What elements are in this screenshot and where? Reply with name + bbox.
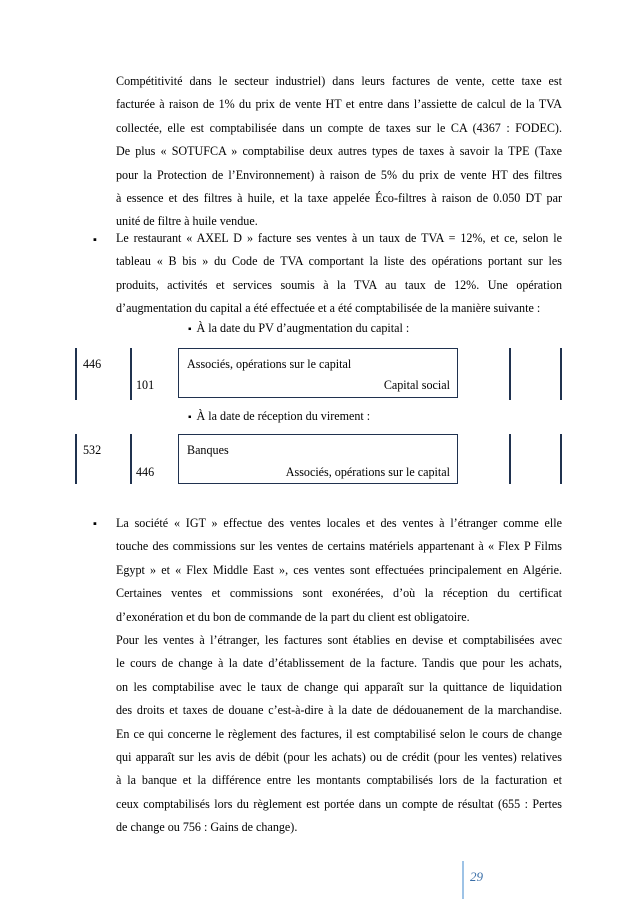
text-line: à essence et des filtres à huile, et la taxe appelée Éco-filtres à raison de 0.050 DT par: [116, 191, 562, 206]
text-line: de change ou 756 : Gains de change).: [116, 820, 298, 835]
debit-account-number: 446: [83, 357, 102, 371]
journal-rule: [130, 434, 132, 484]
text-line: La société « IGT » effectue des ventes locales et des ventes à l’étranger comme elle: [116, 516, 562, 530]
entry-subtitle: [188, 409, 370, 424]
text-line: Pour les ventes à l’étranger, les factures sont établies en devise et comptabilisées avec: [116, 633, 562, 648]
debit-account-label: Banques: [187, 443, 229, 457]
text-line: En ce qui concerne le règlement des factures, il est comptabilisé selon le cours de change: [116, 726, 562, 741]
text-line: facturée à raison de 1% du prix de vente HT et entre dans l’assiette de calcul de la TVA: [116, 97, 562, 112]
journal-rule: [560, 348, 562, 400]
journal-rule: [509, 348, 511, 400]
journal-rule: [509, 434, 511, 484]
text-line: Compétitivité dans le secteur industriel) dans leurs factures de vente, cette taxe est: [116, 74, 562, 88]
text-line: qui apparaît sur les avis de débit (pour les achats) ou de crédit (pour les ventes) relatives: [116, 750, 562, 765]
square-bullet-icon: ▪: [93, 234, 97, 246]
journal-rule: [75, 348, 77, 400]
credit-account-label: Associés, opérations sur le capital: [285, 465, 450, 479]
paragraph-axel: [116, 227, 562, 321]
text-line: unité de filtre à huile vendue.: [116, 214, 258, 229]
text-line: d’exonération et du bon de commande de la part du client est obligatoire.: [116, 609, 470, 624]
debit-account-label: Associés, opérations sur le capital: [187, 357, 352, 371]
square-bullet-icon: ▪: [188, 324, 192, 335]
journal-rule: [130, 348, 132, 400]
debit-account-number: 532: [83, 443, 102, 457]
text-line: des droits et taxes de douane c’est-à-dire à la date de dédouanement de la marchandise.: [116, 703, 562, 718]
entry-subtitle: [188, 321, 409, 336]
text-line: tableau « B bis » du Code de TVA comportant la liste des opérations portant sur les: [116, 254, 562, 269]
text-line: collectée, elle est comptabilisée dans un compte de taxes sur le CA (4367 : FODEC).: [116, 120, 562, 135]
text-line: touche des commissions sur les ventes de certains matériels appartenant à « Flex P Films: [116, 539, 562, 554]
paragraph-fodec: [116, 70, 562, 234]
text-line: Egypt » et « Flex Middle East », ces ventes sont effectuées principalement en Algérie.: [116, 562, 562, 577]
text-line: produits, activités et services soumis à la TVA au taux de 12%. Une opération: [116, 277, 562, 292]
text-line: ceux comptabilisés lors du règlement est portée dans un compte de résultat (655 : Pertes: [116, 796, 562, 811]
text-line: Le restaurant « AXEL D » facture ses ventes à un taux de TVA = 12%, et ce, selon le: [116, 231, 562, 245]
credit-account-label: Capital social: [383, 378, 450, 392]
entry-subtitle-text: À la date du PV d’augmentation du capital :: [196, 321, 410, 335]
text-line: De plus « SOTUFCA » comptabilise deux autres types de taxes à savoir la TPE (Taxe: [116, 144, 562, 159]
text-line: le cours de change à la date d’établissement de la facture. Tandis que pour les achats,: [116, 656, 562, 671]
credit-account-number: 446: [136, 465, 155, 479]
text-line: pour la Protection de l’Environnement) à raison de 5% du prix de vente HT des filtres: [116, 167, 562, 182]
text-line: Certaines ventes et commissions sont exonérées, d’où la réception du certificat: [116, 586, 562, 601]
text-line: d’augmentation du capital a été effectuée et a été comptabilisée de la manière suivante :: [116, 301, 541, 316]
entry-subtitle-text: À la date de réception du virement :: [196, 409, 371, 423]
text-line: à la banque et la différence entre les montants comptabilisés lors de la facturation et: [116, 773, 562, 788]
paragraph-igt: [116, 512, 562, 840]
square-bullet-icon: ▪: [188, 412, 192, 423]
page-number: 29: [470, 869, 483, 884]
square-bullet-icon: ▪: [93, 518, 97, 530]
journal-rule: [560, 434, 562, 484]
page-number-bar: [462, 861, 464, 899]
credit-account-number: 101: [136, 378, 155, 392]
text-line: on les comptabilise avec le taux de change qui apparaît sur la quittance de liquidation: [116, 679, 562, 694]
journal-rule: [75, 434, 77, 484]
